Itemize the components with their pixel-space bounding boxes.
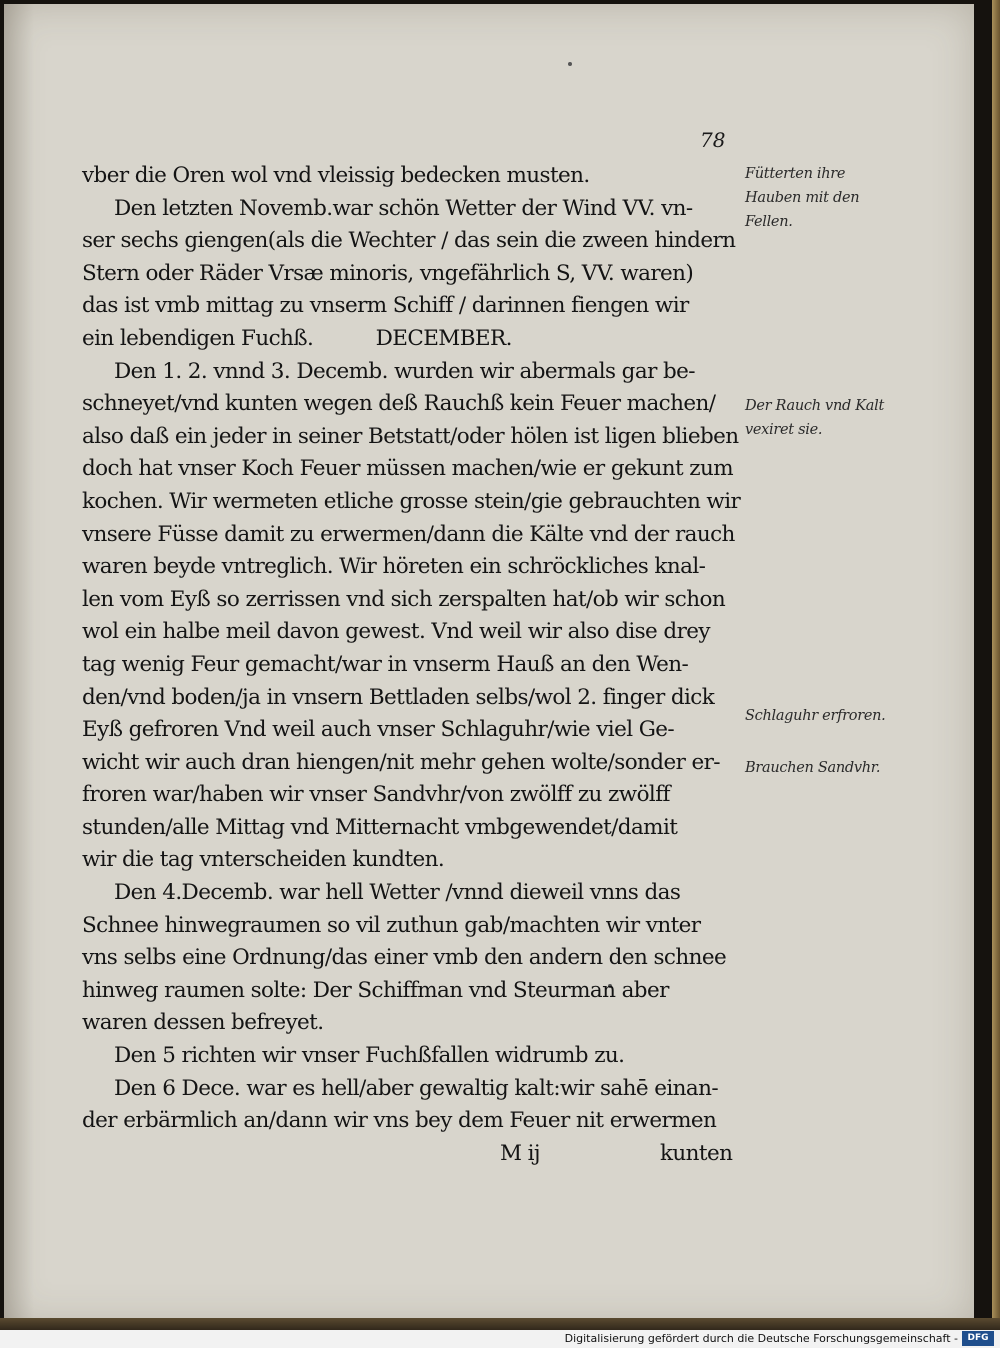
catchword: kunten xyxy=(660,1140,733,1166)
text-line: waren beyde vntreglich. Wir höreten ein schröckliches knal- xyxy=(82,554,706,580)
signature-catchword-line xyxy=(82,1138,742,1171)
text-line: Den 5 richten wir vnser Fuchßfallen widrumb zu. xyxy=(114,1043,625,1069)
text-line: schneyet/vnd kunten wegen deß Rauchß kein Feuer machen/ xyxy=(82,391,716,417)
text-line: kochen. Wir wermeten etliche grosse stein/gie gebrauchten wir xyxy=(82,488,741,514)
text-line: stunden/alle Mittag vnd Mitternacht vmbgewendet/damit xyxy=(82,814,678,840)
margin-note: Brauchen Sandvhr. xyxy=(745,760,881,776)
text-line: Den 6 Dece. war es hell/aber gewaltig kalt:wir sahē einan- xyxy=(114,1075,718,1101)
page-edge xyxy=(992,0,1000,1330)
text-line: Eyß gefroren Vnd weil auch vnser Schlaguhr/wie viel Ge- xyxy=(82,717,675,743)
text-line: vnsere Füsse damit zu erwermen/dann die Kälte vnd der rauch xyxy=(82,521,735,547)
folio-number: 78 xyxy=(700,128,726,152)
text-line: wol ein halbe meil davon gewest. Vnd weil wir also dise drey xyxy=(82,619,710,645)
text-line: das ist vmb mittag zu vnserm Schiff / darinnen fiengen wir xyxy=(82,293,689,319)
text-line: also daß ein jeder in seiner Betstatt/oder hölen ist ligen blieben xyxy=(82,423,739,449)
text-line: tag wenig Feur gemacht/war in vnserm Hauß an den Wen- xyxy=(82,651,689,677)
text-line: hinweg raumen solte: Der Schiffman vnd Steurman aber xyxy=(82,977,669,1003)
text-line: Den letzten Novemb.war schön Wetter der Wind VV. vn- xyxy=(114,195,693,221)
signature-mark: M ij xyxy=(500,1140,540,1166)
text-line: Stern oder Räder Vrsæ minoris, vngefährlich S, VV. waren) xyxy=(82,260,694,286)
text-line: Den 4.Decemb. war hell Wetter /vnnd dieweil vnns das xyxy=(114,880,681,906)
text-line: ein lebendigen Fuchß. DECEMBER. xyxy=(82,325,512,351)
ink-dot xyxy=(568,62,572,66)
margin-note: Fütterten ihre Hauben mit den Fellen. xyxy=(745,166,860,230)
text-line: der erbärmlich an/dann wir vns bey dem Feuer nit erwermen xyxy=(82,1108,717,1134)
text-line: froren war/haben wir vnser Sandvhr/von zwölff zu zwölff xyxy=(82,782,670,808)
margin-note: Der Rauch vnd Kalt vexiret sie. xyxy=(745,398,885,438)
text-line: Den 1. 2. vnnd 3. Decemb. wurden wir abermals gar be- xyxy=(114,358,695,384)
text-line: doch hat vnser Koch Feuer müssen machen/wie er gekunt zum xyxy=(82,456,734,482)
text-line: wicht wir auch dran hiengen/nit mehr gehen wolte/sonder er- xyxy=(82,749,720,775)
dfg-logo: DFG xyxy=(962,1331,994,1346)
text-line: Schnee hinwegraumen so vil zuthun gab/machten wir vnter xyxy=(82,912,701,938)
spine-shadow xyxy=(4,4,34,1326)
text-line: vber die Oren wol vnd vleissig bedecken musten. xyxy=(82,163,590,188)
text-line: wir die tag vnterscheiden kundten. xyxy=(82,847,445,873)
margin-note: Schlaguhr erfroren. xyxy=(745,708,886,724)
funding-notice: Digitalisierung gefördert durch die Deutsche Forschungsgemeinschaft - xyxy=(564,1332,958,1345)
text-line: ser sechs giengen(als die Wechter / das sein die zween hindern xyxy=(82,228,736,254)
text-line: den/vnd boden/ja in vnsern Bettladen selbs/wol 2. finger dick xyxy=(82,684,715,710)
text-line: waren dessen befreyet. xyxy=(82,1010,324,1036)
text-line: len vom Eyß so zerrissen vnd sich zerspalten hat/ob wir schon xyxy=(82,586,726,612)
main-text-block xyxy=(82,160,742,1170)
text-line: vns selbs eine Ordnung/das einer vmb den andern den schnee xyxy=(82,945,727,971)
